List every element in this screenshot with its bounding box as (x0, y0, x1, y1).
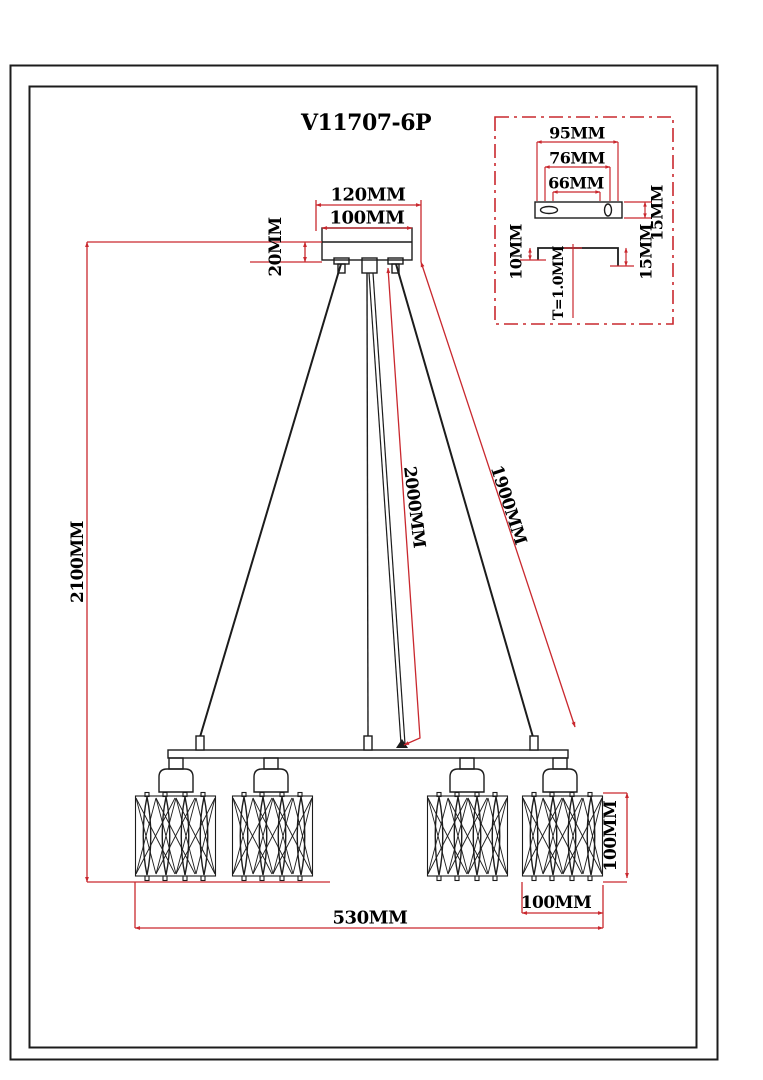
dim-canopy-outer-width: 120MM (330, 184, 406, 206)
dim-material-thickness: T=1.0MM (551, 246, 567, 320)
dim-overall-drop: 2100MM (68, 521, 88, 603)
lamp-holder (543, 758, 577, 792)
crystal-shade (233, 793, 313, 881)
lamp-holder (254, 758, 288, 792)
dim-canopy-height: 20MM (266, 217, 286, 277)
dim-left-flange: 10MM (506, 224, 526, 280)
mounting-profile (538, 248, 618, 266)
lamp-holders (159, 758, 577, 792)
crystal-shades (136, 793, 603, 881)
dimension-lines-inset (520, 142, 652, 318)
dim-slot-spacing: 76MM (549, 148, 605, 168)
dim-frame-width: 530MM (332, 907, 408, 929)
dim-canopy-width: 100MM (329, 207, 405, 229)
crystal-shade (428, 793, 508, 881)
crystal-shade (136, 793, 216, 881)
dim-cable-drop: 1900MM (485, 462, 531, 548)
dim-plate-length: 95MM (549, 123, 605, 143)
dimension-lines-main (87, 200, 627, 928)
dim-plate-width: 15MM (647, 185, 667, 241)
ceiling-canopy (322, 228, 412, 273)
suspension-cable-center (367, 273, 368, 737)
dim-right-flange: 15MM (636, 224, 656, 280)
frame-bar (168, 736, 568, 758)
dim-inner-spacing: 66MM (548, 173, 604, 193)
crystal-shade (523, 793, 603, 881)
dim-shade-diameter: 100MM (520, 893, 592, 913)
lamp-holder (450, 758, 484, 792)
lamp-holder (159, 758, 193, 792)
chandelier-elevation (136, 228, 603, 881)
suspension-cable-left (200, 264, 341, 737)
power-cord (369, 273, 408, 748)
dim-shade-height: 100MM (601, 800, 621, 872)
suspension-cables (200, 264, 533, 737)
mounting-plate (535, 202, 622, 218)
dim-cord-drop: 2000MM (399, 465, 429, 549)
product-title: V11707-6P (300, 110, 432, 136)
